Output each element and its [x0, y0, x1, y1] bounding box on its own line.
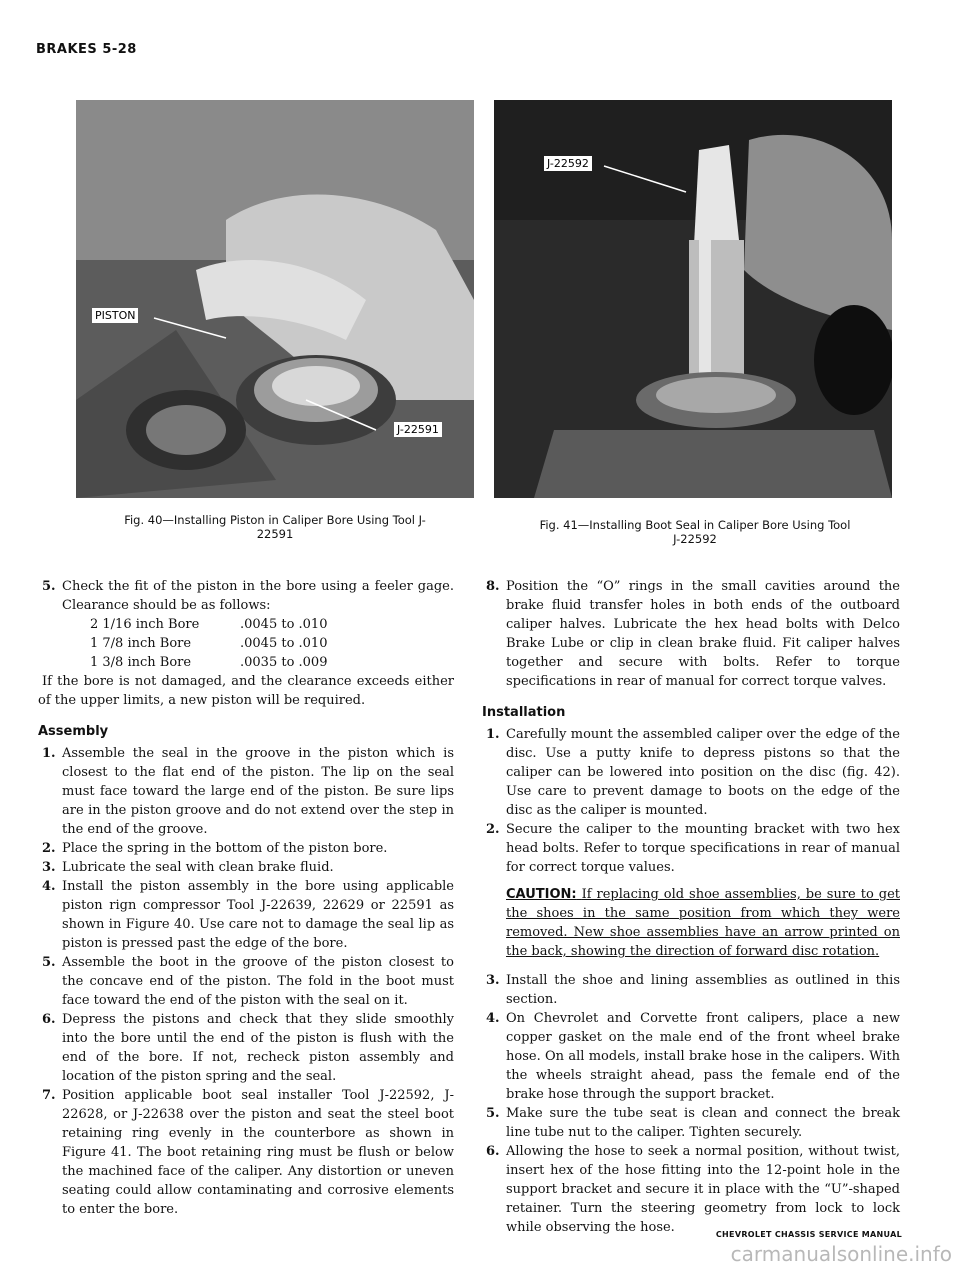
- right-column: [482, 577, 900, 1237]
- piston-label: PISTON: [92, 308, 138, 323]
- installation-step: [482, 1104, 900, 1142]
- left-column: [38, 577, 454, 1219]
- clearance-table: [38, 615, 454, 672]
- assembly-step: [38, 839, 454, 858]
- bore-size: 2 1/16 inch Bore: [90, 617, 200, 632]
- figure-41-photo: [494, 100, 892, 498]
- step-number: 7.: [42, 1088, 56, 1103]
- step-number: 4.: [42, 879, 56, 894]
- figure-41-caption: Fig. 41—Installing Boot Seal in Caliper Bore Using Tool J-22592: [539, 518, 851, 546]
- step-number: 5.: [486, 1106, 500, 1121]
- step-text: On Chevrolet and Corvette front calipers, place a new copper gasket on the male end of the front wheel brake hose. On all models, install brake hose in the calipers. With the wheels straight ahead, pass the female end of the brake hose through the support bracket.: [506, 1011, 900, 1102]
- step-text: Carefully mount the assembled caliper over the edge of the disc. Use a putty knife to depress pistons so that the caliper can be lowered into position on the disc (fig. 42). Use care to prevent damage to boots on the edge of the disc as the caliper is mounted.: [506, 727, 900, 818]
- assembly-step: [38, 1010, 454, 1086]
- step-text: Make sure the tube seat is clean and connect the break line tube nut to the caliper. Tighten securely.: [506, 1106, 900, 1140]
- assembly-step: [38, 744, 454, 839]
- step-text: Lubricate the seal with clean brake fluid.: [62, 860, 334, 875]
- installation-step: [482, 1142, 900, 1237]
- clearance-note: If the bore is not damaged, and the clearance exceeds either of the upper limits, a new piston will be required.: [38, 674, 454, 708]
- caliper-piston-illustration: [76, 100, 474, 498]
- step-number: 6.: [42, 1012, 56, 1027]
- step-8-o-rings: [482, 577, 900, 691]
- assembly-step: [38, 1086, 454, 1219]
- figure-40-photo: [76, 100, 474, 498]
- caution-label: CAUTION:: [506, 887, 577, 902]
- clearance-row: [38, 634, 454, 653]
- assembly-step: [38, 877, 454, 953]
- step-number: 5.: [42, 579, 56, 594]
- bore-size: 1 7/8 inch Bore: [90, 636, 192, 651]
- step-number: 3.: [42, 860, 56, 875]
- step-text: Depress the pistons and check that they slide smoothly into the bore until the end of the piston is flush with the end of the bore. If not, recheck piston assembly and location of the piston spring and the seal.: [62, 1012, 454, 1084]
- installation-heading: Installation: [482, 705, 566, 720]
- clearance-value: .0045 to .010: [240, 617, 328, 632]
- step-text: Check the fit of the piston in the bore using a feeler gage. Clearance should be as follows:: [62, 579, 454, 613]
- page-header: BRAKES 5-28: [36, 42, 137, 57]
- assembly-step: [38, 858, 454, 877]
- step-number: 5.: [42, 955, 56, 970]
- step-text: Position the “O” rings in the small cavities around the brake fluid transfer holes in both ends of the outboard caliper halves. Lubricate the hex head bolts with Delco Brake Lube or clip in clean brake fluid. Fit caliper halves together and secure with bolts. Refer to torque specifications in rear of manual for correct torque valves.: [506, 579, 900, 689]
- step-text: Install the shoe and lining assemblies as outlined in this section.: [506, 973, 900, 1007]
- installation-step: [482, 1009, 900, 1104]
- step-text: Secure the caliper to the mounting bracket with two hex head bolts. Refer to torque specifications in rear of manual for correct torque values.: [506, 822, 900, 875]
- installation-step: [482, 971, 900, 1009]
- caution-note: [482, 885, 900, 961]
- step-number: 1.: [486, 727, 500, 742]
- clearance-row: [38, 615, 454, 634]
- assembly-step: [38, 953, 454, 1010]
- step-number: 1.: [42, 746, 56, 761]
- step-5-check-fit: [38, 577, 454, 615]
- figure-40-caption: Fig. 40—Installing Piston in Caliper Bore Using Tool J-22591: [124, 513, 426, 541]
- step-text: Allowing the hose to seek a normal position, without twist, insert hex of the hose fitting into the 12-point hole in the support bracket and secure it in place with the “U”-shaped retainer. Turn the steering geometry from lock to lock while observing the hose.: [506, 1144, 900, 1235]
- clearance-value: .0045 to .010: [240, 636, 328, 651]
- manual-footer: CHEVROLET CHASSIS SERVICE MANUAL: [715, 1230, 902, 1239]
- step-number: 2.: [486, 822, 500, 837]
- installation-step: [482, 820, 900, 877]
- watermark: carmanualsonline.info: [730, 1242, 952, 1266]
- tool-label-j22591: J-22591: [394, 422, 442, 437]
- step-number: 3.: [486, 973, 500, 988]
- clearance-value: .0035 to .009: [240, 655, 328, 670]
- step-number: 6.: [486, 1144, 500, 1159]
- assembly-heading: Assembly: [38, 724, 109, 739]
- step-text: Assemble the seal in the groove in the piston which is closest to the flat end of the piston. The lip on the seal must face toward the large end of the piston. Be sure lips are in the piston groove and do not extend over the step in the end of the groove.: [62, 746, 454, 837]
- step-text: Assemble the boot in the groove of the piston closest to the concave end of the piston. The fold in the boot must face toward the end of the piston with the seal on it.: [62, 955, 454, 1008]
- step-text: Place the spring in the bottom of the piston bore.: [62, 841, 388, 856]
- clearance-row: [38, 653, 454, 672]
- caution-text: If replacing old shoe assemblies, be sure to get the shoes in the same position from which they were removed. New shoe assemblies have an arrow printed on the back, showing the direction of forward disc rotation.: [506, 887, 900, 959]
- step-text: Install the piston assembly in the bore using applicable piston rign compressor Tool J-22639, 22629 or 22591 as shown in Figure 40. Use care not to damage the seal lip as piston is pressed past the edge of the bore.: [62, 879, 454, 951]
- installation-step: [482, 725, 900, 820]
- step-text: Position applicable boot seal installer Tool J-22592, J-22628, or J-22638 over the piston and seat the steel boot retaining ring evenly in the counterbore as shown in Figure 41. The boot retaining ring must be flush or below the machined face of the caliper. Any distortion or uneven seating could allow contaminating and corrosive elements to enter the bore.: [62, 1088, 454, 1217]
- step-number: 8.: [486, 579, 500, 594]
- step-number: 4.: [486, 1011, 500, 1026]
- step-number: 2.: [42, 841, 56, 856]
- tool-label-j22592: J-22592: [544, 156, 592, 171]
- bore-size: 1 3/8 inch Bore: [90, 655, 192, 670]
